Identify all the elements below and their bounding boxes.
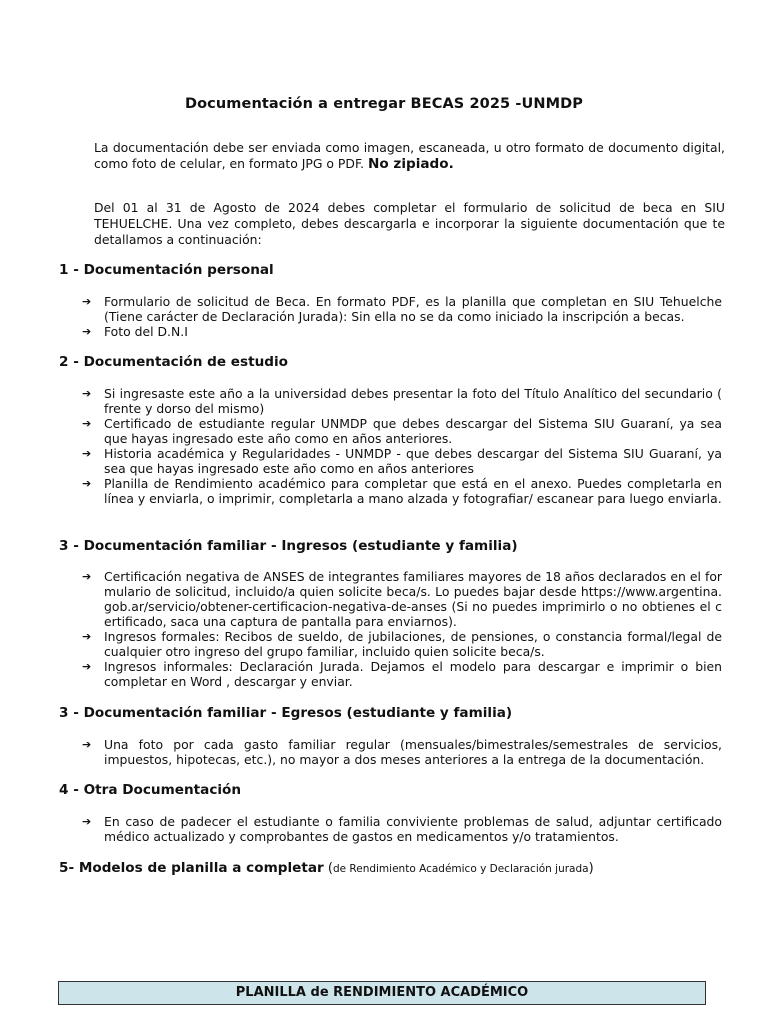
list-item: ➔ Certificación negativa de ANSES de integrantes familiares mayores de 18 años declarados en el formulario de solicitud, incluido/a quien solicite beca/s. Lo puedes bajar desde https://www.argentina.gob.ar/servicio/obtener-certificacion-negativa-de-anses (Si no puedes imprimirlo o no obtienes el certificado, saca una captura de pantalla para enviarnos). — [82, 569, 722, 629]
list-item: ➔ Certificado de estudiante regular UNMDP que debes descargar del Sistema SIU Guaraní, ya sea que hayas ingresado este año como en años anteriores. — [82, 416, 722, 446]
section-list-study — [82, 386, 722, 506]
section-heading-family-income: 3 - Documentación familiar - Ingresos (estudiante y familia) — [59, 538, 518, 554]
arrow-bullet-icon: ➔ — [82, 630, 92, 643]
intro-emphasis: No zipiado. — [367, 155, 454, 172]
document-title: Documentación a entregar BECAS 2025 -UNMDP — [184, 96, 583, 112]
arrow-bullet-icon: ➔ — [82, 738, 92, 751]
intro-paragraph — [94, 140, 725, 173]
arrow-bullet-icon: ➔ — [82, 325, 92, 338]
academic-performance-table-header: PLANILLA de RENDIMIENTO ACADÉMICO — [58, 981, 706, 1005]
section-list-personal — [82, 294, 722, 339]
section-heading-other: 4 - Otra Documentación — [59, 782, 242, 798]
arrow-bullet-icon: ➔ — [82, 387, 92, 400]
arrow-bullet-icon: ➔ — [82, 417, 92, 430]
section-heading-family-expenses: 3 - Documentación familiar - Egresos (estudiante y familia) — [59, 705, 513, 721]
list-item: ➔ Ingresos informales: Declaración Jurada. Dejamos el modelo para descargar e imprimir o bien completar en Word , descargar y enviar. — [82, 659, 722, 689]
list-item: ➔ Una foto por cada gasto familiar regular (mensuales/bimestrales/semestrales de servicios, impuestos, hipotecas, etc.), no mayor a dos meses anteriores a la entrega de la documentación. — [82, 737, 722, 767]
arrow-bullet-icon: ➔ — [82, 477, 92, 490]
section-heading-models: 5- Modelos de planilla a completar (de Rendimiento Académico y Declaración jurada) — [59, 860, 594, 876]
list-item: ➔ Ingresos formales: Recibos de sueldo, de jubilaciones, de pensiones, o constancia formal/legal de cualquier otro ingreso del grupo familiar, incluido quien solicite beca/s. — [82, 629, 722, 659]
section-heading-personal: 1 - Documentación personal — [59, 262, 274, 278]
list-item: ➔ Formulario de solicitud de Beca. En formato PDF, es la planilla que completan en SIU Tehuelche (Tiene carácter de Declaración Jurada): Sin ella no se da como iniciado la inscripción a becas. — [82, 294, 722, 324]
arrow-bullet-icon: ➔ — [82, 815, 92, 828]
section-list-other — [82, 814, 722, 844]
arrow-bullet-icon: ➔ — [82, 447, 92, 460]
intro-text: La documentación debe ser enviada como imagen, escaneada, u otro formato de documento digital, como foto de celular, en formato JPG o PDF. — [94, 140, 725, 171]
list-item: ➔ Si ingresaste este año a la universidad debes presentar la foto del Título Analítico del secundario ( frente y dorso del mismo) — [82, 386, 722, 416]
arrow-bullet-icon: ➔ — [82, 295, 92, 308]
arrow-bullet-icon: ➔ — [82, 660, 92, 673]
section-list-family-income — [82, 569, 722, 689]
list-item: ➔ Planilla de Rendimiento académico para completar que está en el anexo. Puedes completarla en línea y enviarla, o imprimir, completarla a mano alzada y fotografiar/ escanear para luego enviarla. — [82, 476, 722, 506]
section-heading-study: 2 - Documentación de estudio — [59, 354, 289, 370]
dates-paragraph: Del 01 al 31 de Agosto de 2024 debes completar el formulario de solicitud de beca en SIU TEHUELCHE. Una vez completo, debes descargarla e incorporar la siguiente documentación que te detallamos a continuación: — [94, 200, 725, 247]
section-list-family-expenses — [82, 737, 722, 767]
list-item: ➔ Historia académica y Regularidades - UNMDP - que debes descargar del Sistema SIU Guaraní, ya sea que hayas ingresado este año como en años anteriores — [82, 446, 722, 476]
arrow-bullet-icon: ➔ — [82, 570, 92, 583]
list-item: ➔ En caso de padecer el estudiante o familia conviviente problemas de salud, adjuntar certificado médico actualizado y comprobantes de gastos en medicamentos y/o tratamientos. — [82, 814, 722, 844]
list-item: ➔ Foto del D.N.I — [82, 324, 188, 339]
